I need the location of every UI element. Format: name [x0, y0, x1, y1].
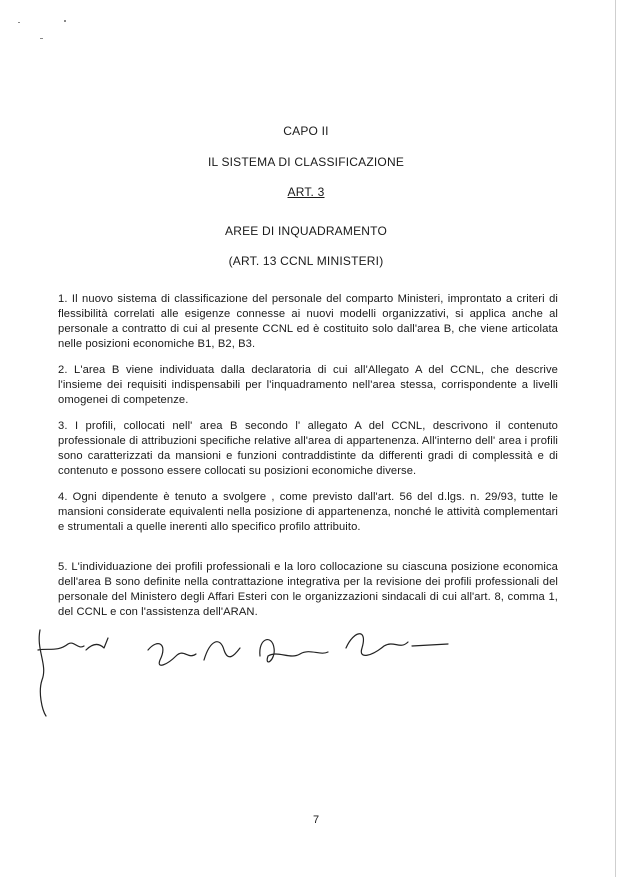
paragraph-4: 4. Ogni dipendente è tenuto a svolgere , come previsto dall'art. 56 del d.lgs. n. 29/93, tutte le mansioni considerate equivalenti nella posizione di appartenenza, nonché le attività complementari e strumentali a quelle inerenti allo specifico profilo attribuito. — [58, 491, 558, 533]
paragraph-5: 5. L'individuazione dei profili professionali e la loro collocazione su ciascuna posizione economica dell'area B sono definite nella contrattazione integrativa per la revisione dei profili professionali del personale del Ministero degli Affari Esteri con le organizzazioni sindacali di cui all'art. 8, comma 1, del CCNL e con l'assistenza dell'ARAN. — [58, 561, 558, 618]
article-reference: (ART. 13 CCNL MINISTERI) — [228, 254, 384, 268]
article-heading: ART. 3 — [287, 185, 325, 199]
signature-1 — [38, 630, 108, 716]
article-heading-wrap — [0, 185, 612, 199]
chapter-heading: CAPO II — [283, 124, 329, 138]
page-edge — [615, 0, 616, 877]
signature-4 — [346, 634, 448, 656]
signature-2 — [148, 642, 240, 666]
section-heading: IL SISTEMA DI CLASSIFICAZIONE — [207, 155, 405, 169]
signature-3 — [260, 640, 328, 662]
scan-speck — [18, 22, 20, 23]
paragraph-1: 1. Il nuovo sistema di classificazione del personale del comparto Ministeri, improntato a criteri di flessibilità correlati alle esigenze connesse ai nuovi modelli organizzativi, si applica anche al personale a contratto di cui al presente CCNL ed è costituito solo dall'area B, che viene articolata nelle posizioni economiche B1, B2, B3. — [58, 293, 558, 350]
scan-speck — [64, 20, 66, 22]
signatures — [28, 620, 468, 720]
paragraph-2: 2. L'area B viene individuata dalla declaratoria di cui all'Allegato A del CCNL, che descrive l'insieme dei requisiti indispensabili per l'inquadramento nell'area stessa, corrispondente a livelli omogenei di competenze. — [58, 364, 558, 406]
article-title: AREE DI INQUADRAMENTO — [225, 224, 387, 238]
paragraph-3: 3. I profili, collocati nell' area B secondo l' allegato A del CCNL, descrivono il contenuto professionale di attribuzioni specifiche relative all'area di appartenenza. All'interno dell' area i profili sono caratterizzati da mansioni e funzioni contraddistinte da differenti gradi di complessità e di contenuto e possono essere collocati su posizioni economiche diverse. — [58, 420, 558, 477]
scan-speck — [40, 38, 43, 39]
page-number: 7 — [312, 814, 320, 826]
